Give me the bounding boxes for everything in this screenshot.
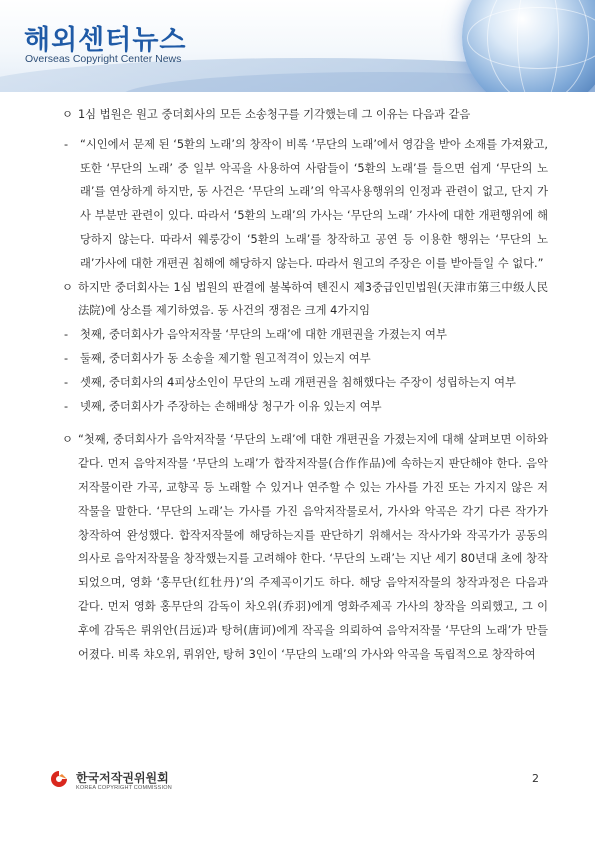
paragraph-text: 넷째, 중더회사가 주장하는 손해배상 청구가 이유 있는지 여부 <box>80 399 382 413</box>
bullet-circle: ㅇ <box>62 280 73 294</box>
paragraph-text: 1심 법원은 원고 중더회사의 모든 소송청구를 기각했는데 그 이유는 다음과 같음 <box>78 108 471 121</box>
issue-item-1 <box>60 323 548 347</box>
paragraph-2 <box>60 133 548 276</box>
globe-icon <box>462 0 595 92</box>
issue-item-2 <box>60 347 548 371</box>
paragraph-text: 셋째, 중더회사의 4피상소인이 무단의 노래 개편권을 침해했다는 주장이 성립하는지 여부 <box>80 375 516 389</box>
paragraph-3 <box>60 276 548 324</box>
bullet-dash: - <box>64 375 69 389</box>
paragraph-text: 첫째, 중더회사가 음악저작물 ‘무단의 노래’에 대한 개편권을 가졌는지 여부 <box>80 328 447 342</box>
bullet-dash: - <box>64 351 69 365</box>
issue-item-4 <box>60 395 548 419</box>
bullet-circle: ㅇ <box>62 433 73 447</box>
header-subtitle: Overseas Copyright Center News <box>25 53 182 65</box>
document-body <box>60 103 548 666</box>
issue-item-3 <box>60 371 548 395</box>
paragraph-text: “시인에서 문제 된 ‘5환의 노래’의 창작이 비록 ‘무단의 노래’에서 영감을 받아 소재를 가져왔고, 또한 ‘무단의 노래’ 중 일부 악곡을 사용하여 사람들이 ‘5환의 노래’를 들으면 쉽게 ‘무단의 노래’를 연상하게 하지만, 동 사건은 ‘무단의 노래’의 악곡사용행위의 인정과 관련이 없고, 단지 가사 부분만 관련이 있다. 따라서 ‘5환의 노래’의 가사는 ‘무단의 노래’ 가사에 대한 개편행위에 해당하지 않는다. 따라서 웨룽강이 ‘5환의 노래’를 창작하고 공연 등 이용한 행위는 ‘무단의 노래’가사에 대한 개편권 침해에 해당하지 않는다. 따라서 원고의 주장은 이를 받아들일 수 없다.” <box>80 137 548 270</box>
commission-logo-icon <box>50 770 68 788</box>
bullet-dash: - <box>64 399 69 413</box>
footer-org-name-en: KOREA COPYRIGHT COMMISSION <box>76 785 172 791</box>
paragraph-1 <box>60 103 548 127</box>
bullet-dash: - <box>64 137 69 151</box>
header-banner <box>0 0 595 92</box>
paragraph-4 <box>60 428 548 666</box>
bullet-circle: ㅇ <box>62 108 73 121</box>
page-number: 2 <box>532 772 539 785</box>
bullet-dash: - <box>64 328 69 342</box>
footer-org-name: 한국저작권위원회 <box>76 771 169 785</box>
header-title: 해외센터뉴스 <box>24 25 187 56</box>
paragraph-text: “첫째, 중더회사가 음악저작물 ‘무단의 노래’에 대한 개편권을 가졌는지에 대해 살펴보면 이하와 같다. 먼저 음악저작물 ‘무단의 노래’가 합작저작물(合作作品)에 속하는지 판단해야 한다. 음악저작물이란 가곡, 교향곡 등 노래할 수 있거나 연주할 수 있는 가사를 가진 또는 가지지 않은 저작물을 말한다. ‘무단의 노래’는 가사를 가진 음악저작물로서, 가사와 악곡은 각기 다른 작가가 창작하여 완성했다. 합작저작물에 해당하는지를 판단하기 위해서는 작사가와 작곡가가 공동의 의사로 음악저작물을 창작했는지를 고려해야 한다. ‘무단의 노래’는 지난 세기 80년대 초에 창작되었으며, 영화 ‘홍무단(红牡丹)’의 주제곡이기도 하다. 해당 음악저작물의 창작과정은 다음과 같다. 먼저 영화 홍무단의 감독이 차오위(乔羽)에게 영화주제곡 가사의 창작을 의뢰했고, 그 이후에 감독은 뤼위안(吕远)과 탕허(唐诃)에게 작곡을 의뢰하여 음악저작물 ‘무단의 노래’가 만들어졌다. 비록 챠오위, 뤼위안, 탕허 3인이 ‘무단의 노래’의 가사와 악곡을 독립적으로 창작하여 <box>78 433 548 661</box>
paragraph-text: 둘째, 중더회사가 동 소송을 제기할 원고적격이 있는지 여부 <box>80 351 371 365</box>
paragraph-text: 하지만 중더회사는 1심 법원의 판결에 불복하여 톈진시 제3중급인민법원(天津市第三中级人民法院)에 상소를 제기하였음. 동 사건의 쟁점은 크게 4가지임 <box>78 280 548 318</box>
